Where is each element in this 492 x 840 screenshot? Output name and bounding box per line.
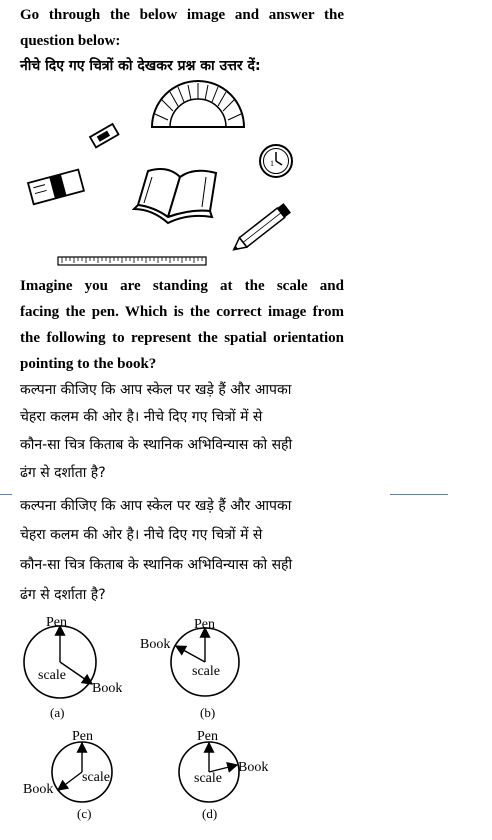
option-a-caption: (a) (50, 705, 65, 720)
pencil-icon (230, 203, 291, 254)
option-b-caption: (b) (200, 705, 216, 720)
option-d-caption: (d) (202, 806, 218, 821)
question-hi-line-2: चेहरा कलम की ओर है। नीचे दिए गए चित्रों में से (20, 409, 263, 425)
option-b-book-arrow (176, 646, 205, 662)
option-d-book-label: Book (238, 760, 269, 775)
eraser-icon (28, 170, 84, 205)
question-hi-line-1: कल्पना कीजिए कि आप स्केल पर खड़े हैं और आपका (20, 382, 292, 398)
question-en-line-2: facing the pen. Which is the correct image from (20, 304, 344, 320)
intro-hindi: नीचे दिए गए चित्रों को देखकर प्रश्न का उत्तर दें: (20, 58, 261, 74)
option-b-pen-label: Pen (194, 617, 215, 632)
option-c-caption: (c) (77, 806, 92, 821)
question-hi-repeat-line-4: ढंग से दर्शाता है? (20, 587, 106, 603)
divider-left (0, 494, 12, 495)
intro-line-1: Go through the below image and answer the (20, 7, 344, 23)
option-d-scale-label: scale (194, 771, 222, 786)
question-hi-repeat-line-1: कल्पना कीजिए कि आप स्केल पर खड़े हैं और आपका (20, 498, 292, 514)
objects-illustration (20, 85, 320, 270)
option-b-book-label: Book (140, 637, 171, 652)
option-b-scale-label: scale (192, 664, 220, 679)
question-en-line-3: the following to represent the spatial orientation (20, 330, 344, 346)
question-hi-line-3: कौन-सा चित्र किताब के स्थानिक अभिविन्यास को सही (20, 437, 293, 453)
intro-line-2: question below: (20, 33, 121, 49)
option-b-diagram[interactable] (140, 612, 250, 724)
option-d-diagram[interactable] (170, 728, 280, 828)
question-hi-line-4: ढंग से दर्शाता है? (20, 465, 106, 481)
option-a-pen-label: Pen (46, 615, 67, 630)
clock-icon (260, 145, 292, 177)
option-d-pen-label: Pen (197, 729, 218, 744)
option-a-scale-label: scale (38, 668, 66, 683)
option-c-diagram[interactable] (20, 728, 140, 828)
option-c-pen-label: Pen (72, 729, 93, 744)
divider-right (390, 494, 448, 495)
question-en-line-4: pointing to the book? (20, 356, 157, 372)
option-c-scale-label: scale (82, 770, 110, 785)
protractor-icon (152, 81, 244, 127)
option-a-diagram[interactable] (20, 612, 150, 724)
book-icon (134, 169, 216, 223)
option-c-book-label: Book (23, 782, 54, 797)
option-a-book-label: Book (92, 681, 123, 696)
question-hi-repeat-line-2: चेहरा कलम की ओर है। नीचे दिए गए चित्रों में से (20, 527, 263, 543)
option-c-book-arrow (58, 772, 82, 790)
question-hi-repeat-line-3: कौन-सा चित्र किताब के स्थानिक अभिविन्यास को सही (20, 557, 293, 573)
question-en-line-1: Imagine you are standing at the scale and (20, 278, 344, 294)
sharpener-icon (90, 124, 119, 147)
ruler-icon (58, 257, 206, 265)
svg-text:1: 1 (270, 159, 274, 168)
